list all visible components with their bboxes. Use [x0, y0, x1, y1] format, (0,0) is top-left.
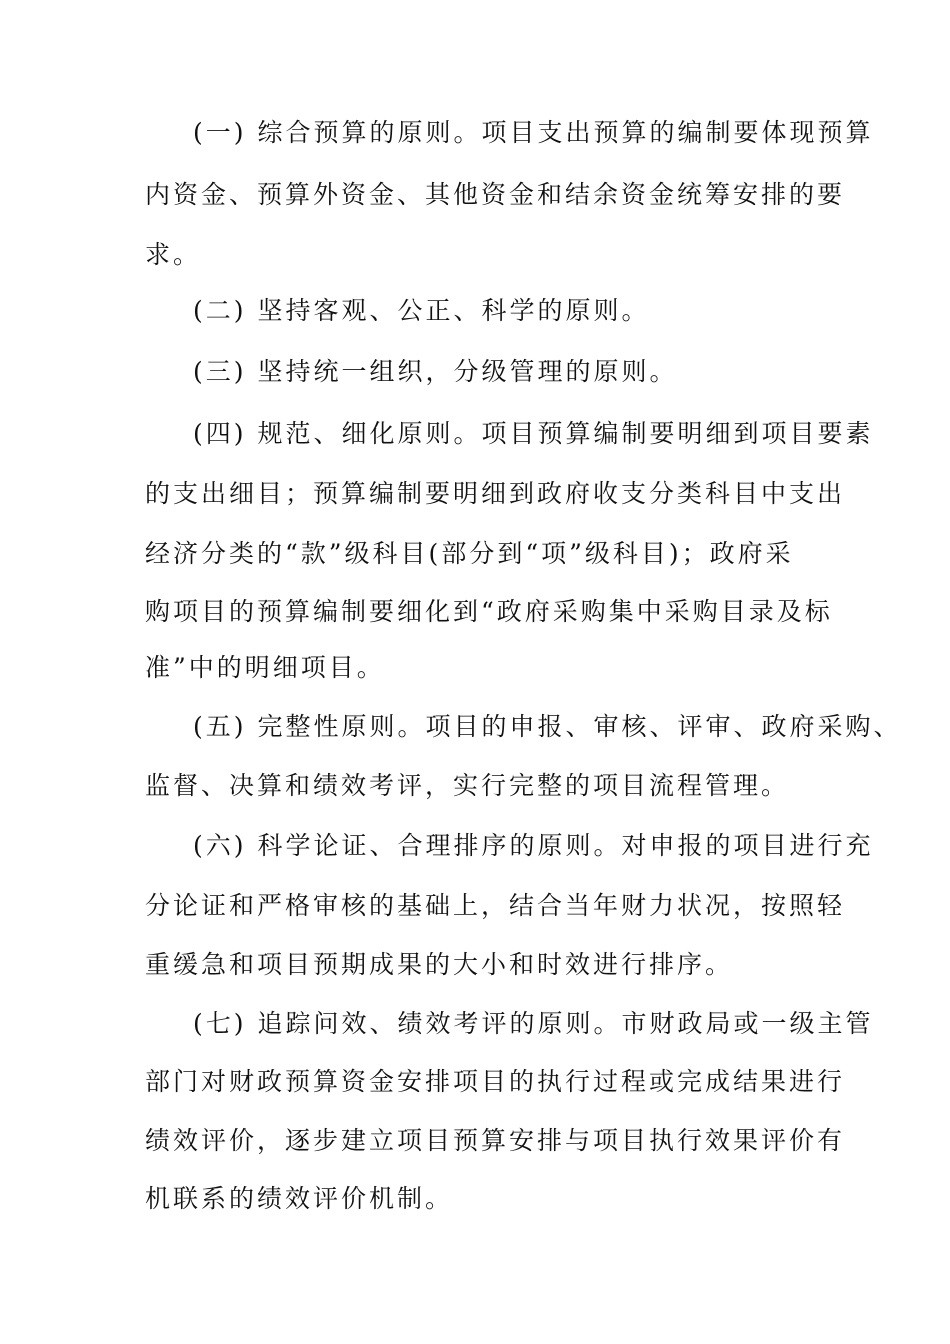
- paragraph-7-line-1: (七) 追踪问效、绩效考评的原则。市财政局或一级主管: [193, 1009, 874, 1038]
- paragraph-4-line-1: (四) 规范、细化原则。项目预算编制要明细到项目要素: [193, 419, 874, 448]
- paragraph-4-line-2: 的支出细目；预算编制要明细到政府收支分类科目中支出: [145, 479, 846, 508]
- paragraph-6-line-3: 重缓急和项目预期成果的大小和时效进行排序。: [145, 950, 734, 979]
- paragraph-1-line-3: 求。: [145, 240, 202, 269]
- paragraph-1-line-1: (一) 综合预算的原则。项目支出预算的编制要体现预算: [193, 118, 874, 147]
- paragraph-6-line-2: 分论证和严格审核的基础上，结合当年财力状况，按照轻: [145, 891, 846, 920]
- paragraph-7-line-3: 绩效评价，逐步建立项目预算安排与项目执行效果评价有: [145, 1126, 846, 1155]
- paragraph-7-line-4: 机联系的绩效评价机制。: [145, 1184, 454, 1213]
- paragraph-6-line-1: (六) 科学论证、合理排序的原则。对申报的项目进行充: [193, 831, 874, 860]
- paragraph-5-line-1: (五) 完整性原则。项目的申报、审核、评审、政府采购、: [193, 712, 902, 741]
- paragraph-1-line-2: 内资金、预算外资金、其他资金和结余资金统筹安排的要: [145, 180, 846, 209]
- paragraph-5-line-2: 监督、决算和绩效考评，实行完整的项目流程管理。: [145, 771, 790, 800]
- paragraph-3-line-1: (三) 坚持统一组织，分级管理的原则。: [193, 357, 678, 386]
- paragraph-4-line-4: 购项目的预算编制要细化到“政府采购集中采购目录及标: [145, 597, 833, 626]
- paragraph-4-line-5: 准”中的明细项目。: [145, 653, 385, 682]
- paragraph-4-line-3: 经济分类的“款”级科目(部分到“项”级科目)；政府采: [145, 539, 794, 568]
- paragraph-7-line-2: 部门对财政预算资金安排项目的执行过程或完成结果进行: [145, 1067, 846, 1096]
- paragraph-2-line-1: (二) 坚持客观、公正、科学的原则。: [193, 296, 650, 325]
